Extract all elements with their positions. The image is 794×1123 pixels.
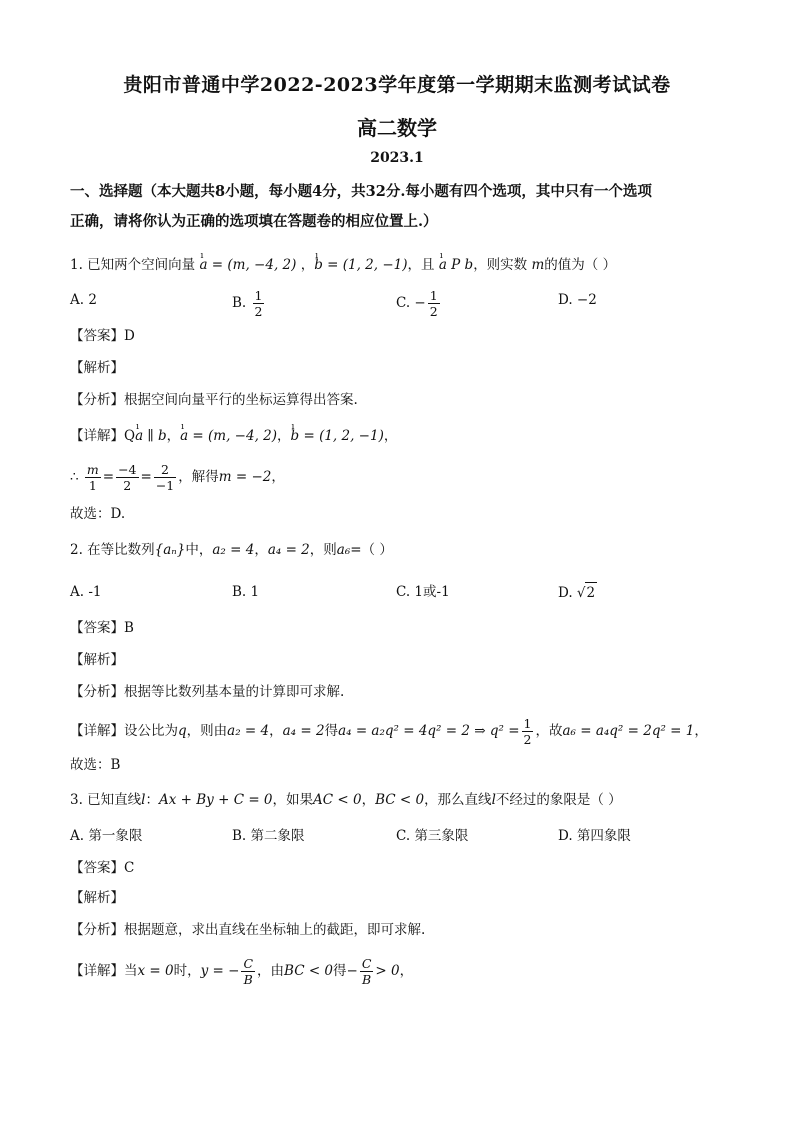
q1-option-c [396, 288, 442, 319]
q2-detail-from: ，则由 [186, 723, 228, 739]
q1-vector-b: ı b = (1, 2, −1) [314, 255, 407, 275]
q1-answer: 【答案】D [70, 328, 135, 344]
q1-var-m: m [531, 257, 545, 273]
q2-stem: 2. 在等比数列{aₙ}中，a₂ = 4，a₄ = 2，则a₆=（ ） [70, 542, 393, 558]
exam-title: 贵阳市普通中学2022-2023学年度第一学期期末监测考试试卷 [123, 74, 671, 96]
q1-frac3-num: 2 [154, 462, 176, 478]
q2-sequence: {aₙ} [154, 542, 186, 558]
q3-equation: Ax + By + C = 0 [159, 792, 273, 808]
q2-ratio-q: q [178, 723, 187, 739]
q3-colon: ： [145, 792, 159, 808]
q2-stem-in: 中， [185, 542, 213, 558]
q2-option-d-value: 2 [585, 582, 598, 603]
q1-result: m = −2 [218, 469, 272, 485]
exam-date: 2023.1 [370, 150, 424, 166]
q2-stem-end: =（ ） [350, 542, 393, 558]
q1-detail-vector-a: ı a = (m, −4, 2) [180, 426, 277, 446]
q1-detail-vector-b: ı b = (1, 2, −1) [291, 426, 384, 446]
q1-stem-and: ，且 [407, 257, 435, 273]
q1-ratio-line: ∴ $\frac{m}{1}$ = $\frac{-4}{2}$ = $\frac{2}{-1}$ ，解得m = −2， [70, 462, 285, 493]
q3-detail [70, 956, 413, 987]
q2-a6: a₆ [336, 542, 351, 558]
q3-detail-get: 得 [333, 963, 347, 979]
q3-analysis: 【分析】根据题意，求出直线在坐标轴上的截距，即可求解. [70, 922, 426, 938]
q3-stem-text: 3. 已知直线 [70, 792, 142, 808]
q3-option-d: D. 第四象限 [558, 828, 631, 844]
q3-bc: BC < 0 [375, 792, 425, 808]
q2-a2: a₂ = 4 [212, 542, 255, 558]
q2-detail-a6: a₆ = a₄q² = 2q² = 1 [562, 723, 695, 739]
exam-subject: 高二数学 [357, 116, 437, 140]
q1-option-b [232, 288, 266, 319]
q2-detail-eq: a₄ = a₂q² = 4q² = 2 ⇒ q² = [338, 723, 520, 739]
q1-stem-end: 的值为（ ） [544, 257, 617, 273]
q3-detail-by: ，由 [257, 963, 285, 979]
q3-stem: 3. 已知直线l：Ax + By + C = 0，如果AC < 0，BC < 0，那么直线l不经过的象限是（ ） [70, 792, 622, 808]
q3-detail-frac2-num: C [361, 956, 372, 971]
q1-option-b-num: 1 [254, 288, 263, 303]
q2-conclusion: 故选：B [70, 757, 121, 773]
q3-detail-x0: x = 0 [137, 963, 174, 979]
q1-frac2-den: 2 [123, 478, 132, 493]
q3-stem-then: ，那么直线 [424, 792, 492, 808]
q3-detail-frac-den: B [243, 972, 253, 987]
q2-option-c: C. 1或-1 [396, 584, 450, 600]
q2-analysis: 【分析】根据等比数列基本量的计算即可求解. [70, 684, 345, 700]
q1-option-c-num: 1 [429, 288, 438, 303]
section-heading-line1: 一、选择题（本大题共8小题，每小题4分，共32分.每小题有四个选项，其中只有一个选项 [70, 183, 652, 200]
q3-analysis-heading: 【解析】 [70, 890, 124, 906]
q3-detail-y: y = − [200, 963, 240, 979]
q2-detail-frac-den: 2 [523, 732, 532, 747]
q2-stem-text: 2. 在等比数列 [70, 542, 155, 558]
q1-option-d: D. −2 [558, 292, 597, 308]
q1-detail-heading: 【详解】 [70, 428, 124, 444]
q1-because-glyph: Q [124, 428, 136, 444]
q2-detail-so: ，故 [535, 723, 563, 739]
q2-answer: 【答案】B [70, 620, 134, 636]
q3-detail-neg: − [346, 963, 358, 979]
q1-stem-then: ，则实数 [473, 257, 528, 273]
q2-detail-text: 【详解】设公比为 [70, 723, 178, 739]
q1-frac1-num: m [86, 462, 99, 477]
q1-analysis: 【分析】根据空间向量平行的坐标运算得出答案. [70, 392, 358, 408]
q1-solve-text: ，解得 [178, 469, 219, 485]
q2-detail-frac-num: 1 [523, 716, 532, 731]
q2-option-a: A. -1 [70, 584, 102, 600]
q3-stem-if: ，如果 [272, 792, 314, 808]
q1-option-c-den: 2 [429, 304, 438, 319]
q3-detail-frac2-den: B [362, 972, 372, 987]
q1-option-a: A. 2 [70, 292, 97, 308]
q1-parallel: ı a P b [439, 255, 473, 275]
section-heading-line2: 正确，请将你认为正确的选项填在答题卷的相应位置上.） [70, 213, 438, 230]
q2-option-d: D. √2 [558, 582, 597, 603]
q2-detail-a4: a₄ = 2 [282, 723, 325, 739]
q3-detail-when: 【详解】当 [70, 963, 138, 979]
q3-detail-gt: > 0 [375, 963, 400, 979]
q2-detail-a2: a₂ = 4 [227, 723, 270, 739]
q1-stem-text: 1. 已知两个空间向量 [70, 257, 196, 273]
q2-detail-end: ， [694, 723, 708, 739]
q3-line-l: l [141, 792, 146, 808]
q3-option-b: B. 第二象限 [232, 828, 305, 844]
q1-vector-a: ı a = (m, −4, 2) [199, 255, 296, 275]
q2-detail: 【详解】设公比为q，则由a₂ = 4，a₄ = 2得a₄ = a₂q² = 4q² = 2 ⇒ q² = $\frac{1}{2}$ ，故a₆ = a₄q² = 2q² = 1， [70, 716, 708, 747]
q2-stem-then: ，则 [309, 542, 337, 558]
q1-option-b-label: B. [232, 295, 247, 311]
q1-ratio-end: ， [271, 469, 285, 485]
q3-detail-frac-num: C [243, 956, 254, 971]
q1-therefore: ∴ [70, 469, 79, 485]
q1-detail-parallel: ı a ∥ b [135, 426, 167, 446]
q3-ac: AC < 0 [313, 792, 362, 808]
q3-option-c: C. 第三象限 [396, 828, 469, 844]
q3-detail-time: 时， [173, 963, 201, 979]
q3-detail-end: ， [399, 963, 414, 979]
q1-frac2-num: −4 [118, 462, 137, 477]
q2-analysis-heading: 【解析】 [70, 652, 124, 668]
q1-option-c-label: C. − [396, 295, 426, 311]
q1-frac3-den: −1 [155, 478, 175, 493]
q2-a4: a₄ = 2 [267, 542, 310, 558]
q1-option-b-den: 2 [254, 304, 263, 319]
q2-detail-get: 得 [324, 723, 339, 739]
q3-stem-end: 不经过的象限是（ ） [495, 792, 622, 808]
q3-answer: 【答案】C [70, 860, 135, 876]
q1-detail: 【详解】Qı a ∥ b，ı a = (m, −4, 2)，ı b = (1, 2, −1)， [70, 426, 397, 446]
q3-line-l-2: l [491, 792, 496, 808]
q1-frac1-den: 1 [88, 478, 97, 493]
q1-analysis-heading: 【解析】 [70, 360, 124, 376]
q1-stem: 1. 已知两个空间向量 ı a = (m, −4, 2) ，ı b = (1, 2, −1)，且 ı a P b，则实数 m的值为（ ） [70, 255, 616, 275]
q2-option-d-label: D. [558, 585, 573, 601]
q2-option-b: B. 1 [232, 584, 260, 600]
q1-conclusion: 故选：D. [70, 506, 126, 522]
q3-detail-bc: BC < 0 [284, 963, 334, 979]
q3-option-a: A. 第一象限 [70, 828, 143, 844]
